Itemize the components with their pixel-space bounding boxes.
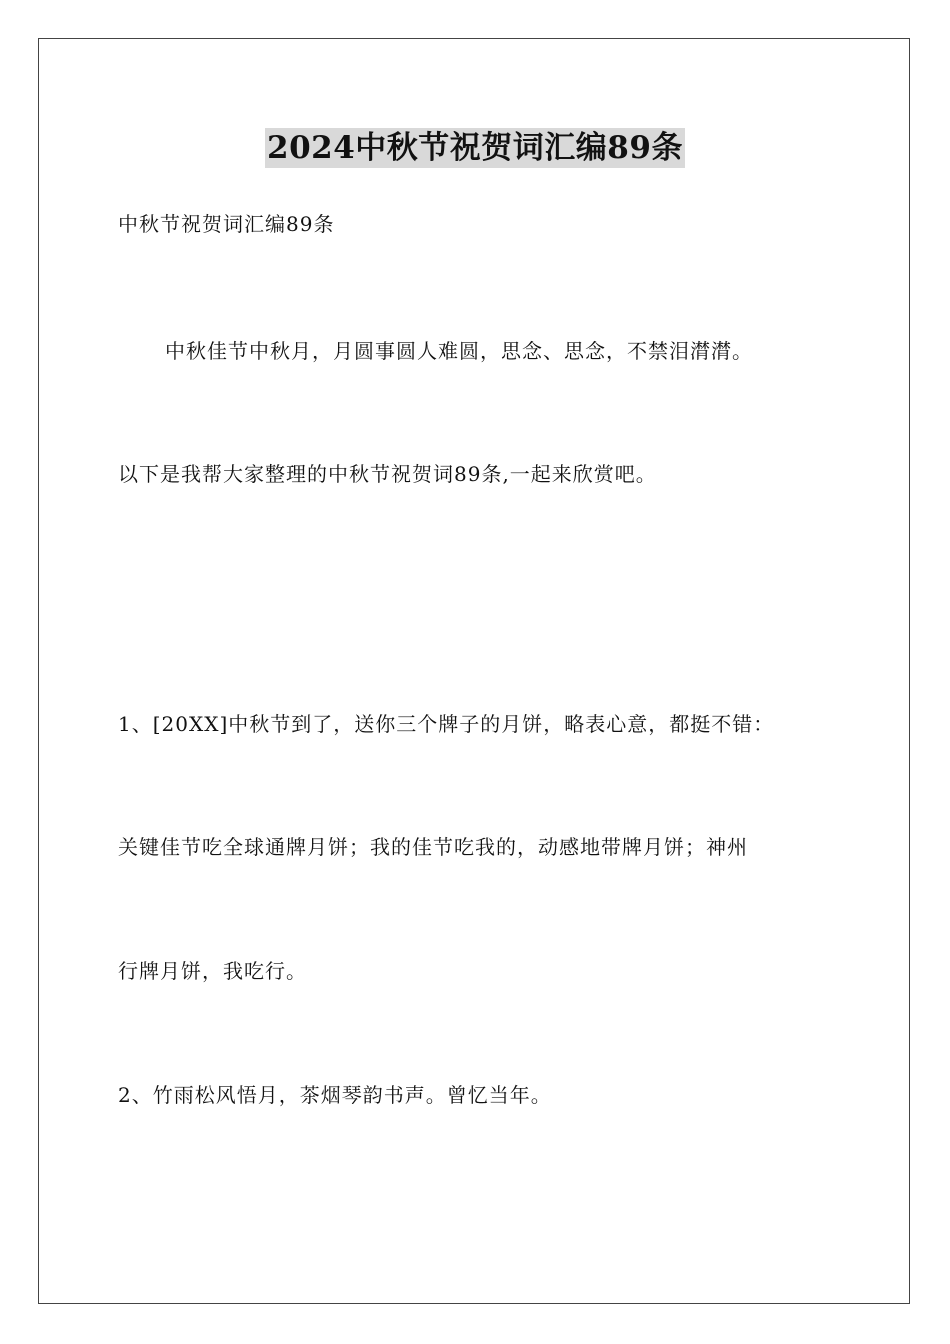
- item-2-line-1: 2、竹雨松风悟月，茶烟琴韵书声。曾忆当年。: [118, 1083, 552, 1107]
- item-1-line-1: 1、[20XX]中秋节到了，送你三个牌子的月饼，略表心意，都挺不错：: [118, 712, 775, 736]
- intro-paragraph-line-1: 中秋佳节中秋月，月圆事圆人难圆，思念、思念，不禁泪潸潸。: [165, 339, 753, 363]
- document-title: 2024中秋节祝贺词汇编89条: [267, 130, 683, 166]
- item-1-line-3: 行牌月饼，我吃行。: [118, 959, 307, 983]
- item-1-line-2: 关键佳节吃全球通牌月饼；我的佳节吃我的，动感地带牌月饼；神州: [118, 835, 748, 859]
- document-subtitle: 中秋节祝贺词汇编89条: [118, 212, 335, 236]
- intro-paragraph-line-2: 以下是我帮大家整理的中秋节祝贺词89条,一起来欣赏吧。: [118, 462, 657, 486]
- title-container: [0, 128, 950, 168]
